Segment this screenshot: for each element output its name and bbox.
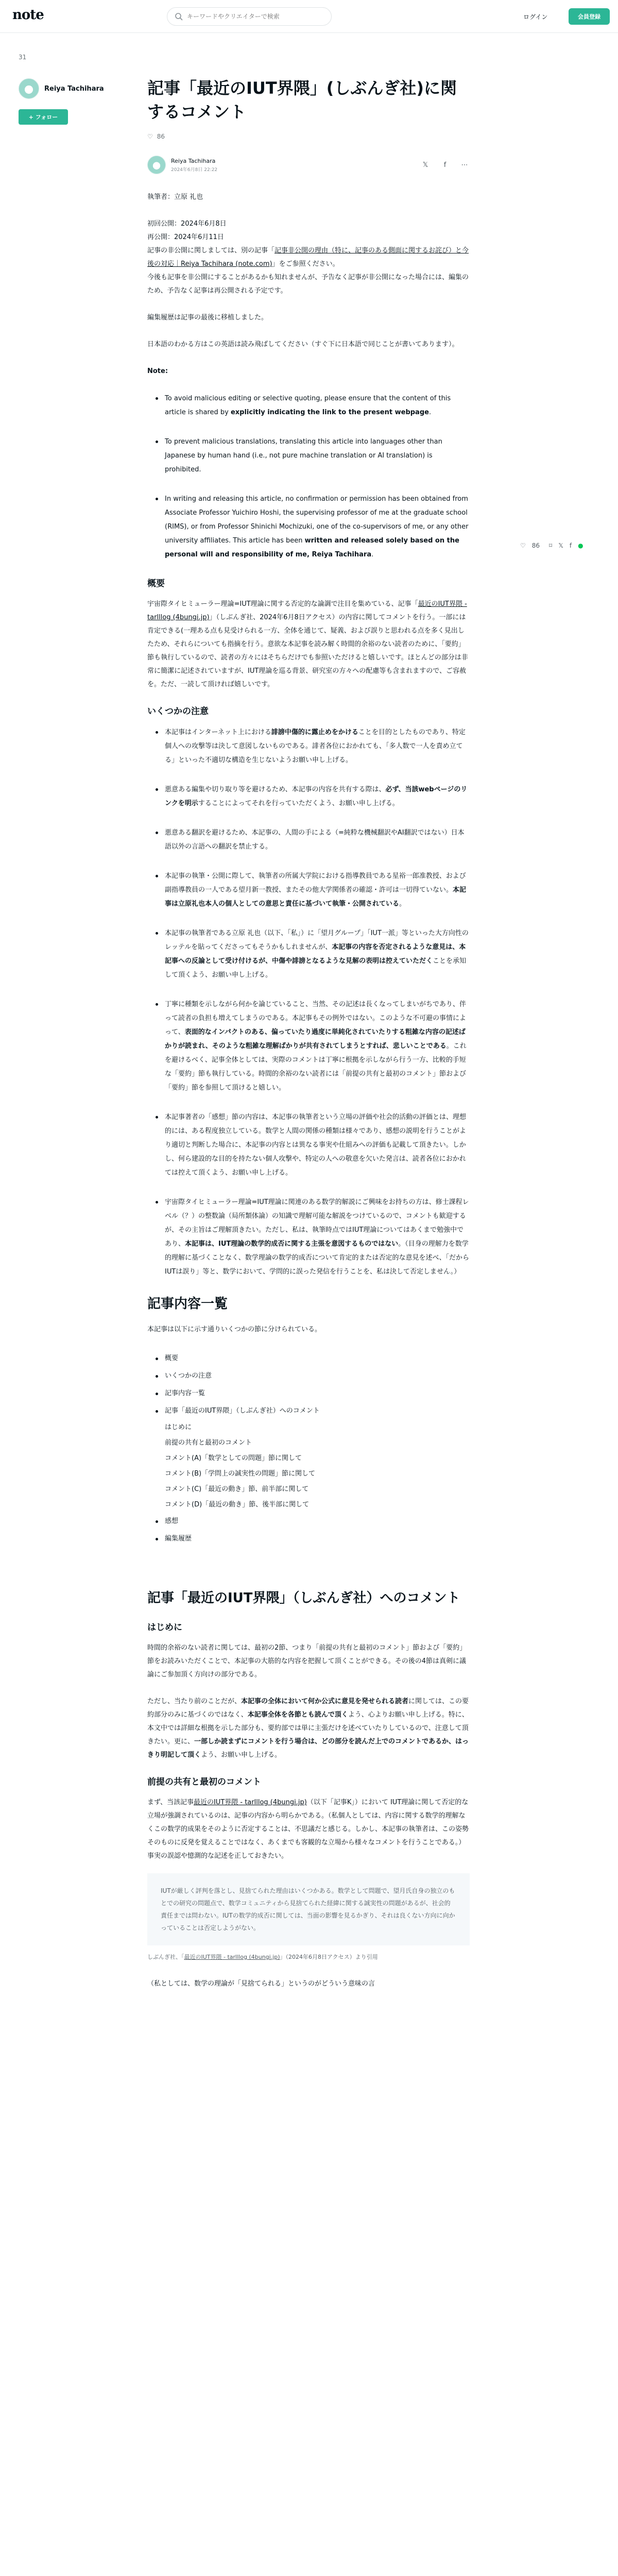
heading-premise: 前提の共有と最初のコメント (147, 1777, 261, 1787)
list-item (147, 926, 470, 982)
publish-date: 2024年6月8日 22:22 (171, 167, 218, 173)
caution-text: ことを承知して頂くよう、お願い申し上げる。 (165, 957, 467, 979)
author-name[interactable]: Reiya Tachihara (171, 157, 216, 164)
like-count: 86 (157, 133, 165, 140)
author-sidebar (19, 54, 122, 125)
summary (147, 598, 470, 691)
heading-toc: 記事内容一覧 (147, 1296, 228, 1312)
search-icon (175, 12, 183, 21)
toc-item[interactable]: 記事内容一覧 (147, 1385, 470, 1402)
caution-list (147, 725, 470, 1279)
caution-bold: 本記事の内容を否定されるような意見は、本記事への反論として受け付けるが、中傷や誹謗となるような見解の表明は控えていただく (165, 943, 466, 965)
note-label-text: Note: (147, 367, 168, 375)
caution-text: 本記事の執筆・公開に際して、執筆者の所属大学院における指導教員である星裕一郎准教授、および副指導教員の一人である望月新一教授、またその他大学関係者の確認・許可は一切得ていない。 (165, 872, 466, 894)
edit-note: 編集履歴は記事の最後に移植しました。 (147, 314, 268, 321)
search-input[interactable] (187, 13, 321, 20)
note-text: To avoid malicious editing or selective quoting, please ensure that the content of this article is shared by (165, 395, 451, 416)
floating-like-count: 86 (531, 542, 540, 549)
toc-intro: 本記事は以下に示す通りいくつかの節に分けられている。 (147, 1326, 322, 1333)
floating-actions (520, 542, 583, 549)
caution-text: 。（目身の理解力を数学的理解に基づくことなく、数学理論の数学的成否について肯定的または否定的な意見を述べ、「だからIUTは誤り」等と、数学において、学問的に誤った発信を行うことを、私は決して否定しません。） (165, 1240, 469, 1276)
list-item (147, 783, 470, 810)
note-bold: written and released solely based on the personal will and responsibility of me, Reiya Tachihara (165, 537, 459, 558)
avatar[interactable] (147, 156, 166, 174)
note-bold: explicitly indicating the link to the present webpage (230, 409, 429, 416)
article-body (147, 191, 470, 1991)
signup-button[interactable]: 会員登録 (569, 8, 610, 25)
author-meta (147, 155, 470, 175)
like-row (147, 133, 470, 140)
note-logo[interactable]: note (12, 7, 44, 23)
note-text: . (371, 551, 374, 558)
premise-link[interactable]: 最近のIUT界隈 - tarlllog (4bungi.jp) (193, 1799, 307, 1806)
intro-text: よう、お願い申し上げる。 (201, 1751, 282, 1759)
search-box[interactable] (167, 7, 332, 26)
caution-text: 本記事の執筆者である立原 礼也（以下、「私」）に「望月グループ」「IUT一派」等といった大方向性のレッテルを貼ってくださってもそうかもしれませんが、 (165, 929, 469, 951)
caution-bold: 本記事は立原礼也本人の個人としての意思と責任に基づいて執筆・公開されている (165, 886, 467, 908)
list-item (147, 492, 470, 562)
heading-comment: 記事「最近のIUT界隈」（しぶんぎ社）へのコメント (147, 1590, 460, 1606)
intro-bold: 本記事の全体において何か公式に意見を発せられる読者 (241, 1698, 409, 1705)
bookmark-icon[interactable]: ⌑ (549, 542, 553, 549)
caution-text: ことを目的としたものであり、特定個人への攻撃等は決して意図しないものである。誹者各位におかれても、「多人数で一人を責め立てる」といった不適切な構造を生じないようお願い申し上げる。 (165, 728, 466, 764)
toc-subitem[interactable]: コメント(A)「数学としての問題」節に関して (165, 1454, 302, 1462)
facebook-share-icon[interactable]: f (443, 161, 447, 169)
x-share-icon[interactable]: 𝕏 (422, 161, 428, 169)
toc-subitem[interactable]: はじめに (165, 1423, 192, 1431)
list-item (147, 869, 470, 911)
intro-bold: 本記事全体を各節とも読んで頂く (247, 1711, 348, 1719)
author-line: 執筆者：立原 礼也 (147, 193, 203, 201)
site-header (0, 0, 618, 33)
caution-text: 本記事はインターネット上における (165, 728, 271, 736)
summary-link[interactable]: 最近のIUT界隈 - tarlllog (4bungi.jp) (147, 600, 467, 621)
caution-text: 。これを避けるべく、記事全体としては、実際のコメントは丁寧に根拠を示しながら行う一方、比較的手短な「要約」節も執行している。時間的余裕のない読者には「前提の共有と最初のコメント」節および「要約」節を参照して頂けると嬉しい。 (165, 1042, 467, 1092)
line-share-icon[interactable]: ● (578, 542, 583, 549)
premise-text: まず、当該記事 (147, 1799, 194, 1806)
toc-item[interactable]: 編集履歴 (147, 1530, 470, 1548)
article (147, 76, 470, 2004)
last-paragraph: （私としては、数学の理論が「見捨てられる」というのがどういう意味の言 (147, 1980, 375, 1988)
summary-text: 宇宙際タイヒミューラー理論=IUT理論に関する否定的な論調で注目を集めている、記事「 (147, 600, 418, 608)
english-notes (147, 392, 470, 562)
summary-text: 」（しぶんぎ社、2024年6月8日アクセス）の内容に関してコメントを行う。一部には肯定できる(一理ある点も見受けられる一方、全体を通じて、疑義、および誤りと思われる点を多く見出したため、それらについても指摘を行う。意欲な本記事を読み解く時間的余裕のない読者のために、「要約」節も執行しているので、読者の方々にはそちらだけでも参照いただけると嬉しいです。ほとんどの部分は非常に簡潔に記述されていますが、IUT理論を巡る背景、研究室の方々への配慮等も含まれますので、ご容赦を。ただ、一読して頂ければ嬉しいです。 (147, 614, 468, 688)
blockquote: IUTが厳しく評判を落とし、見捨てられた理由はいくつかある。数学として問題で、望月氏自身の独立のもとでの研究の問題点で、数学コミュニティから見捨てられた経緯に関する誠実性の問題があるが、社会的責任までは問わない。IUTの数学的成否に関しては、当面の影響を見るかぎり、それは良くない方向に向かっていることは否定しようがない。 (147, 1873, 470, 1945)
intro-link[interactable]: 記事非公開の理由（特に、記事のある側面に関するお詫び）と今後の対応｜Reiya Tachihara (note.com) (147, 247, 469, 268)
toc-item[interactable]: 概要 (147, 1350, 470, 1367)
jp-note: 日本語のわかる方はこの英語は読み飛ばしてください（すぐ下に日本語で同じことが書いてあります）。 (147, 341, 459, 348)
intro-bold: 一部しか読まずにコメントを行う場合は、どの部分を読んだ上でのコメントであるか、はっきり明記して頂く (147, 1738, 469, 1759)
toc-item-label: 記事「最近のIUT界隈」（しぶんぎ社）へのコメント (165, 1407, 320, 1415)
list-item (147, 725, 470, 767)
caution-bold: 誹謗中傷的に露止めをかける (271, 728, 358, 736)
heart-icon[interactable]: ♡ (147, 133, 153, 140)
follow-label: フォロー (35, 114, 58, 121)
heading-notes: いくつかの注意 (147, 706, 209, 717)
list-item: To prevent malicious translations, translating this article into languages other than Japanese by human hand (i.e., not pure machine translation or AI translation) is prohibited. (147, 435, 470, 477)
dates (147, 217, 470, 298)
x-share-icon[interactable]: 𝕏 (558, 542, 563, 549)
caution-text: することによってそれを行っていただくよう、お願い申し上げる。 (198, 800, 399, 807)
quote-citation (147, 1951, 470, 1964)
heading-intro: はじめに (147, 1622, 182, 1633)
toc-subitem[interactable]: コメント(D)「最近の動き」節、後半部に関して (165, 1501, 310, 1509)
list-item (147, 1195, 470, 1279)
heading-summary: 概要 (147, 579, 165, 589)
caution-text: 丁寧に種類を示しながら何かを論じていること、当然、その記述は長くなってしまいがちであり、伴って読者の負担も増えてしまうのである。本記事もその例外ではない。このような不可避の事情によって、 (165, 1001, 467, 1036)
intro-text: 記事の非公開に関しましては、別の記事「 (147, 247, 275, 255)
citation-text: 」（2024年6月8日アクセス）より引用 (280, 1954, 378, 1960)
follow-button[interactable]: + フォロー (19, 109, 68, 125)
note-label (147, 365, 470, 378)
republished: 再公開：2024年6月11日 (147, 233, 224, 241)
toc-sublist (165, 1420, 470, 1513)
first-published: 初回公開：2024年6月8日 (147, 220, 227, 228)
caution-text: 。 (399, 900, 406, 908)
note-text: In writing and releasing this article, no confirmation or permission has been obtained from Associate Professor Yuichiro Hoshi, the supervising professor of me at the graduate school (RIMS), or from Professor Shinichi Mochizuki, one of the co-supervisors of me, or any other university affiliates. This article has been (165, 495, 469, 545)
intro-text: ただし、当たり前のことだが、 (147, 1698, 242, 1705)
list-item (147, 392, 470, 419)
toc-subitem[interactable]: コメント(B)「学問上の誠実性の問題」節に関して (165, 1470, 316, 1478)
share-bar (420, 160, 470, 170)
intro-text: よう、心よりお願い申し上げる。特に、本文中では詳細な根拠を示した部分も、要約部では単に主張だけを述べていたりしているので、注意して頂きたい。更に、 (147, 1711, 469, 1745)
facebook-share-icon[interactable]: f (569, 542, 572, 549)
caution-bold: 本記事は、IUT理論の数学的成否に関する主張を意図するものではない (185, 1240, 399, 1248)
login-link[interactable]: ログイン (523, 13, 548, 21)
intro-text: 」をご参照ください。 (272, 260, 339, 268)
intro-text: 今後も記事を非公開にすることがあるかも知れませんが、予告なく記事が非公開になった場合には、編集のため、予告なく記事は再公開される予定です。 (147, 274, 469, 295)
caution-bold: 必ず、当該webページのリンクを明示 (165, 786, 468, 807)
intro-text: に関しては、この要約部分のみに基づくのではなく、 (147, 1698, 469, 1719)
list-item (147, 997, 470, 1095)
intro-paragraph-2 (147, 1695, 470, 1762)
premise-text: （以下「記事K」）において IUT理論に関して否定的な立場が強調されているのは、記事の内容から明らかである。（私個人としては、内容に関する数学的理解なくこの数学的成果をそのように否定することは、不思議だと感じる。しかし、本記事の執筆者は、この姿勢そのものに反発を覚えることではなく、あくまでも客観的な立場から様々なコメントを行うことである。）事実の誤認や憶測的な記述を正しておきたい。 (147, 1799, 469, 1860)
toc-item[interactable]: 感想 (147, 1513, 470, 1530)
toc-subitem[interactable]: 前提の共有と最初のコメント (165, 1439, 252, 1447)
sidebar-author-name[interactable]: Reiya Tachihara (44, 84, 104, 93)
caution-text: 悪意ある編集や切り取り等を避けるため、本記事の内容を共有する際は、 (165, 786, 386, 793)
more-icon[interactable]: ⋯ (461, 161, 468, 169)
toc-item[interactable] (147, 1402, 470, 1513)
premise-paragraph (147, 1796, 470, 1863)
caution-bold: 表面的なインパクトのある、偏っていたり過度に単純化されていたりする粗雑な内容の記述ばかりが読まれ、そのような粗雑な理解ばかりが共有されてしまうとすれば、悲しいことである (165, 1028, 466, 1050)
citation-text: しぶんぎ社、「 (147, 1954, 184, 1960)
toc-subitem[interactable]: コメント(C)「最近の動き」節、前半部に関して (165, 1485, 309, 1493)
heart-icon[interactable]: ♡ (520, 542, 526, 549)
list-item: 悪意ある翻訳を避けるため、本記事の、人間の手による（=純粋な機械翻訳やAI翻訳ではない）日本語以外の言語への翻訳を禁止する。 (147, 826, 470, 854)
intro-paragraph: 時間的余裕のない読者に関しては、最初の2節、つまり「前提の共有と最初のコメント」節および「要約」節をお読みいただくことで、本記事の大筋的な内容を把握して頂くことができる。その後の4節は真剣に議論にご参加頂く方向けの部分である。 (147, 1644, 467, 1679)
avatar[interactable] (19, 78, 39, 99)
table-of-contents (147, 1350, 470, 1548)
list-item: 本記事著者の「感想」節の内容は、本記事の執筆者という立場の評価や社会的活動の評価とは、理想的には、ある程度独立している。数学と人間の関係の種類は様々であり、感想の説明を行うことがより適切と判断した場合に、本記事の内容とは異なる事実や仕組みへの評価も記載して頂きたい。しかし、何ら建設的な目的を持たない個人攻撃や、特定の人への敬意を欠いた発言は、読者各位におかれては控えて頂くよう、お願い申し上げる。 (147, 1110, 470, 1180)
article-title: 記事「最近のIUT界隈」(しぶんぎ社)に関するコメント (147, 78, 457, 122)
sidebar-author[interactable] (19, 78, 122, 99)
caution-text: 宇宙際タイヒミューラー理論=IUT理論に関連のある数学的解説にご興味をお持ちの方は、修士課程レベル（？）の整数論（局所類体論）の知識で理解可能な解説をつけているので、コメントも歓迎するが、その主旨はご理解頂きたい。ただし、私は、執筆時点ではIUT理論についてはあくまで勉強中であり、 (165, 1198, 469, 1248)
toc-item[interactable]: いくつかの注意 (147, 1367, 470, 1385)
note-text: . (428, 409, 432, 416)
citation-link[interactable]: 最近のIUT界隈 - tarlllog (4bungi.jp) (184, 1954, 280, 1960)
sidebar-count: 31 (19, 54, 27, 61)
